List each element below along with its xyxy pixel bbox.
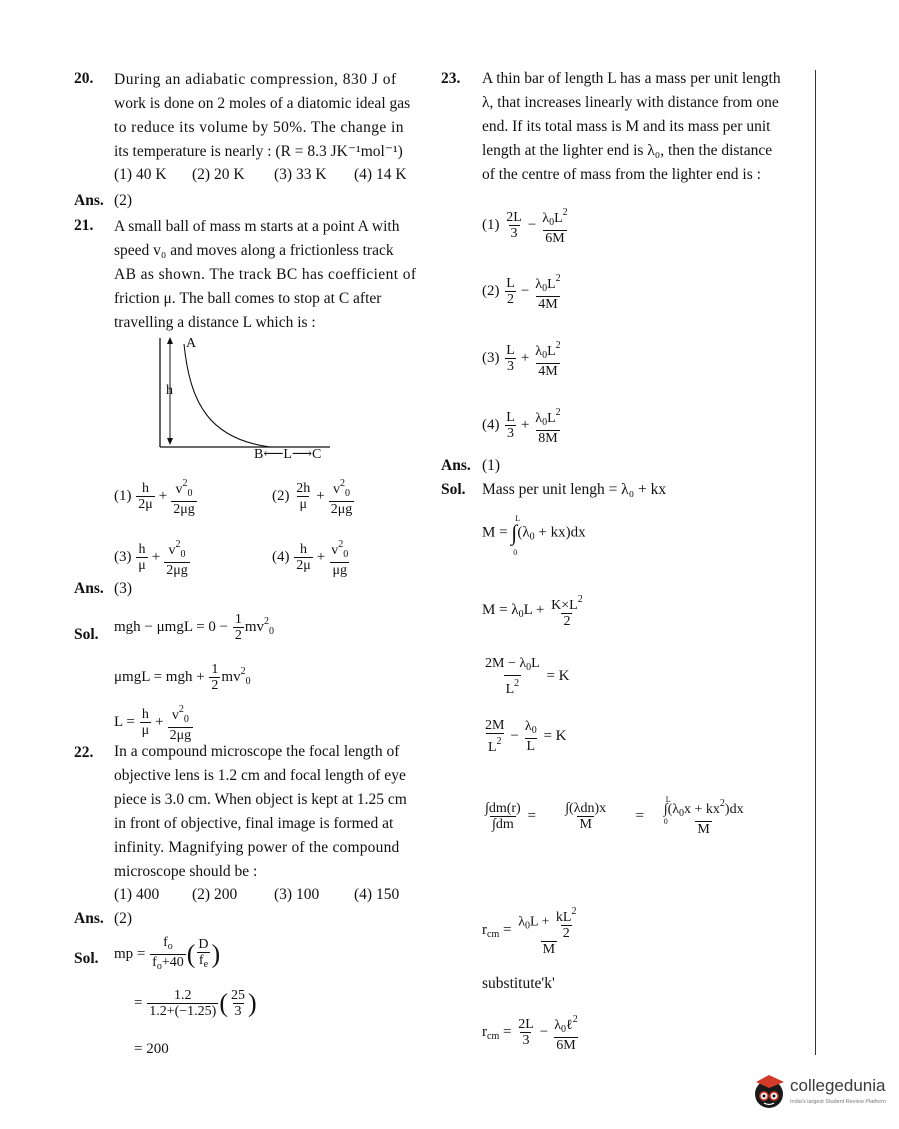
q23-sol-eq-integral: M = ∫ L 0 $(\lambda_0 + kx)dx$: [482, 514, 586, 557]
q22-option: (1) 400: [114, 886, 160, 903]
q22-sol-label: Sol.: [74, 950, 99, 967]
option-number: (2): [482, 282, 500, 299]
q22-ans-label: Ans.: [74, 910, 104, 927]
q21-option-1: (1) $\frac{h}{2\mu}$ + $\frac{v^2_0}{2\mu g}$: [114, 478, 195, 517]
q21-option-3: (3) $\frac{h}{\mu}$ + $\frac{v^2_0}{2\mu g}$: [114, 539, 188, 578]
option-number: (2): [272, 487, 290, 504]
q23-option-2: (2) $\frac{L}{2}$ − $\frac{\lambda_0L^2}{4M}$: [482, 273, 561, 312]
q23-sol-eq-rcm: $r_{cm}$ = $\lambda_0L$ + $\frac{kL^2}{2}$ M: [482, 906, 577, 957]
q22-number: 22.: [74, 744, 94, 761]
q21-line: friction μ. The ball comes to stop at C after: [114, 290, 382, 307]
q21-sol-eq3: L = $\frac{h}{\mu}$ + $\frac{v^2_0}{2\mu g}$: [114, 704, 192, 743]
q22-sol-eq1: mp = $\frac{f_o}{f_o+40}$ ( $\frac{D}{f_e}$ ): [114, 935, 221, 972]
q20-line: During an adiabatic compression, 830 J of: [114, 71, 397, 88]
brand-name: collegedunia: [790, 1076, 886, 1095]
q23-number: 23.: [441, 70, 461, 87]
q23-option-4: (4) $\frac{L}{3}$ + $\frac{\lambda_0L^2}{8M}$: [482, 407, 561, 446]
q23-ans: (1): [482, 457, 501, 474]
q21-ans: (3): [114, 580, 133, 597]
q23-ans-label: Ans.: [441, 457, 471, 474]
brand-tagline: India's largest Student Review Platform: [790, 1099, 886, 1105]
q20-option: (4) 14 K: [354, 166, 407, 183]
q20-ans-label: Ans.: [74, 192, 104, 209]
option-number: (1): [482, 216, 500, 233]
q20-line: its temperature is nearly : (R = 8.3 JK⁻¹mol⁻¹): [114, 143, 403, 160]
option-number: (3): [482, 349, 500, 366]
curved-track: [184, 344, 270, 447]
option-number: (4): [272, 548, 290, 565]
q20-option: (3) 33 K: [274, 166, 327, 183]
arrow-up-icon: [167, 337, 173, 344]
q23-line: length at the lighter end is λ₀, then the distance: [482, 142, 773, 159]
sol-fraction-denominator: 3: [234, 1004, 242, 1019]
q21-sol-eq2: μmgL = mgh + $\frac{1}{2}$ $mv^2_0$: [114, 662, 251, 693]
q21-line: speed v₀ and moves along a frictionless track: [114, 242, 394, 259]
q22-text: [114, 740, 424, 884]
q21-option-4: (4) $\frac{h}{2\mu}$ + $\frac{v^2_0}{\mu g}$: [272, 539, 349, 578]
option-number: (4): [482, 416, 500, 433]
arrow-down-icon: [167, 438, 173, 445]
q20-option: (2) 20 K: [192, 166, 245, 183]
collegedunia-logo: [752, 1072, 892, 1116]
q23-sol-eq-com: $\frac{\int dm(r)}{\int dm}$ = $\frac{\text{∫(λdn)x}}{M}$ = ∫ L 0 $(\lambda_0x + kx^2)dx$ M: [485, 795, 744, 837]
q22-line: infinity. Magnifying power of the compound: [114, 839, 400, 856]
mascot-icon: [752, 1072, 788, 1112]
q21-number: 21.: [74, 217, 94, 234]
sol-denominator: 1.2+(−1.25): [149, 1004, 217, 1019]
q23-line: λ, that increases linearly with distance from one: [482, 94, 779, 111]
q22-option: (2) 200: [192, 886, 238, 903]
q23-sol-line1: Mass per unit lengh = λ₀ + kx: [482, 481, 667, 498]
q20-number: 20.: [74, 70, 94, 87]
q23-sol-eq-k1: $\frac{2M - \lambda_0L}{L^2}$ = K: [485, 656, 570, 697]
q20-option: (1) 40 K: [114, 166, 167, 183]
q21-ans-label: Ans.: [74, 580, 104, 597]
q21-sol-label: Sol.: [74, 626, 99, 643]
q21-sol-eq1: mgh − μmgL = 0 − $\frac{1}{2}$ $mv^2_0$: [114, 612, 275, 643]
q21-line: A small ball of mass m starts at a point A with: [114, 218, 400, 235]
option-number: (1): [114, 487, 132, 504]
option-number: (3): [114, 548, 132, 565]
q23-substitute-text: substitute'k': [482, 975, 555, 992]
sol-numerator: 1.2: [174, 988, 192, 1003]
q22-line: piece is 3.0 cm. When object is kept at 1.25 cm: [114, 791, 407, 808]
q21-line: AB as shown. The track BC has coefficient of: [114, 266, 417, 283]
q23-line: of the centre of mass from the lighter end is :: [482, 166, 761, 183]
q22-line: microscope should be :: [114, 863, 258, 880]
q23-sol-eq-final: $r_{cm}$ = $\frac{2L}{3}$ − $\frac{\lambda_0\ell^2}{6M}$: [482, 1014, 578, 1053]
q23-line: A thin bar of length L has a mass per unit length: [482, 70, 781, 87]
q23-line: end. If its total mass is M and its mass per unit: [482, 118, 771, 135]
q22-line: in front of objective, final image is formed at: [114, 815, 394, 832]
q22-sol-eq2: = $\frac{1.2}{1.2+(-1.25)}$ ( $\frac{25}{3}$ ): [134, 988, 257, 1019]
q23-sol-label: Sol.: [441, 481, 466, 498]
q20-options: [114, 166, 407, 184]
q23-text: [482, 67, 802, 187]
figure-label-a: A: [186, 336, 197, 351]
figure-label-h: h: [166, 383, 173, 398]
mp-label: mp =: [114, 945, 146, 962]
q23-sol-eq-k2: $\frac{2M}{L^2}$ − $\frac{\lambda_0}{L}$ = K: [485, 718, 567, 755]
q21-option-2: (2) $\frac{2h}{\mu}$ + $\frac{v^2_0}{2\mu g}$: [272, 478, 353, 517]
figure-label-bc: B⟵L⟶C: [254, 447, 322, 462]
q23-option-1: (1) $\frac{2L}{3}$ − $\frac{\lambda_0L^2}{6M}$: [482, 207, 568, 246]
q22-line: objective lens is 1.2 cm and focal length of eye: [114, 767, 406, 784]
q23-sol-eq-mass: $M = \lambda_0L$ + $\frac{K\times L^2}{2}$: [482, 594, 583, 629]
q22-ans: (2): [114, 910, 133, 927]
q22-sol-result: = 200: [134, 1041, 169, 1057]
column-divider: [815, 70, 816, 1055]
q21-text: [114, 215, 424, 335]
q22-line: In a compound microscope the focal length of: [114, 743, 400, 760]
q20-text: [114, 68, 424, 164]
q21-line: travelling a distance L which is :: [114, 314, 316, 331]
sol-fraction-numerator: 25: [231, 988, 246, 1003]
q22-option: (4) 150: [354, 886, 400, 903]
q21-track-figure: [150, 334, 350, 464]
q22-options: [114, 886, 399, 904]
q22-option: (3) 100: [274, 886, 320, 903]
q23-option-3: (3) $\frac{L}{3}$ + $\frac{\lambda_0L^2}{4M}$: [482, 340, 561, 379]
q20-line: work is done on 2 moles of a diatomic ideal gas: [114, 95, 411, 112]
q20-ans: (2): [114, 192, 133, 209]
q20-line: to reduce its volume by 50%. The change in: [114, 119, 404, 136]
